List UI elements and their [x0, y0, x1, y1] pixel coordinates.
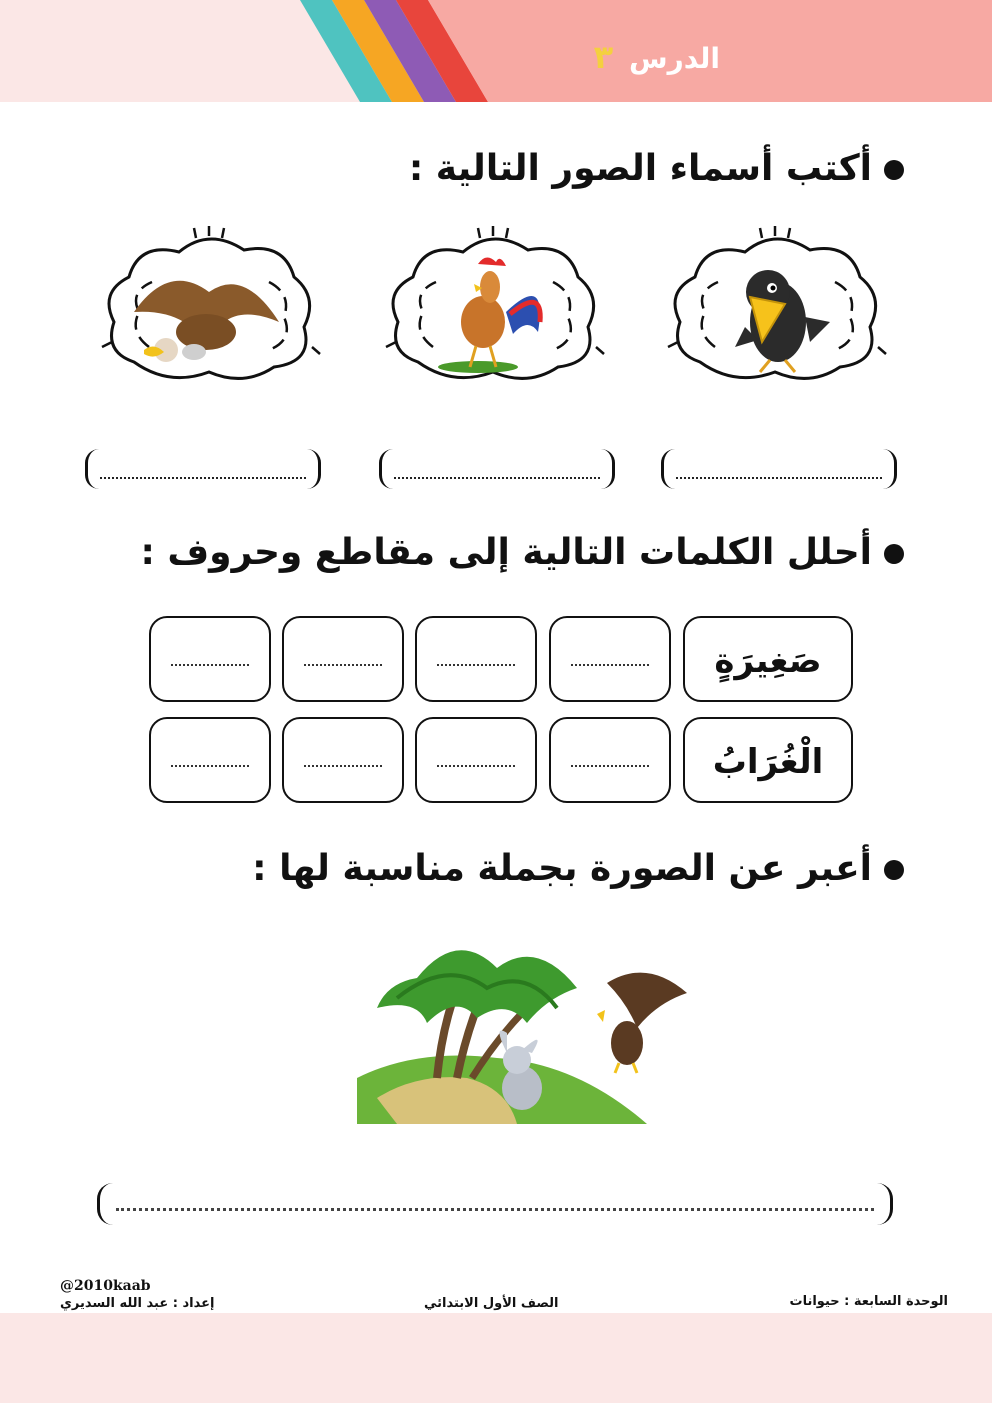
sentence-answer-line[interactable] — [97, 1183, 893, 1225]
grade-label: الصف الأول الابتدائي — [424, 1296, 559, 1311]
author-credit: إعداد : عبد الله السديري — [60, 1296, 215, 1311]
syllable-box[interactable] — [149, 717, 271, 803]
syllable-box[interactable] — [415, 717, 537, 803]
bullet-icon — [884, 160, 904, 180]
syllable-box[interactable] — [282, 616, 404, 702]
bullet-icon — [884, 544, 904, 564]
section3-title: أعبر عن الصورة بجملة مناسبة لها : — [252, 848, 872, 889]
lesson-label: الدرس — [628, 42, 720, 75]
section3-heading — [252, 848, 904, 889]
syllable-box[interactable] — [282, 717, 404, 803]
answer-line-crow[interactable] — [661, 449, 897, 489]
answer-line-vulture[interactable] — [85, 449, 321, 489]
word-box: الْغُرَابُ — [683, 717, 853, 803]
footer-band — [0, 1313, 992, 1403]
author-handle: @2010kaab — [60, 1278, 151, 1294]
lesson-title — [594, 38, 720, 76]
section1-heading — [409, 148, 904, 189]
section1-title: أكتب أسماء الصور التالية : — [408, 148, 872, 189]
crow-image — [660, 222, 890, 392]
word-box: صَغِيرَةٍ — [683, 616, 853, 702]
section2-heading — [140, 532, 904, 573]
syllable-box[interactable] — [149, 616, 271, 702]
lesson-number: ٣ — [593, 38, 614, 76]
answer-line-rooster[interactable] — [379, 449, 615, 489]
eagle-rabbit-scene-image — [357, 928, 707, 1124]
syllable-box[interactable] — [549, 717, 671, 803]
header-stripes — [0, 0, 992, 102]
vulture-image — [94, 222, 324, 392]
syllable-box[interactable] — [415, 616, 537, 702]
bullet-icon — [884, 860, 904, 880]
section2-title: أحلل الكلمات التالية إلى مقاطع وحروف : — [140, 532, 872, 573]
rooster-image — [378, 222, 608, 392]
syllable-box[interactable] — [549, 616, 671, 702]
unit-label: الوحدة السابعة : حيوانات — [789, 1294, 948, 1309]
